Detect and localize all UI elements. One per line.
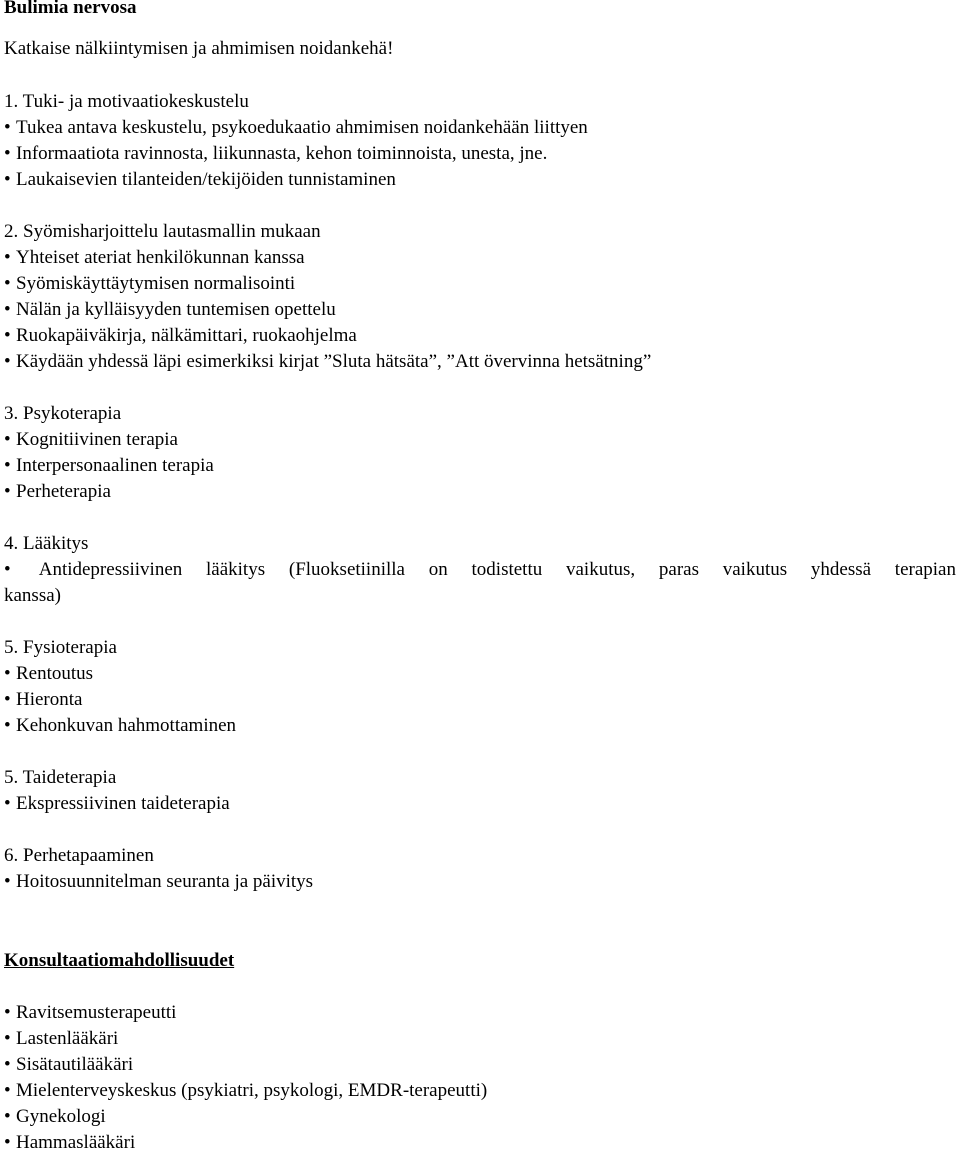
list-item-text: Tukea antava keskustelu, psykoedukaatio ahmimisen noidankehään liittyen	[16, 117, 588, 138]
section-laakitys	[4, 531, 956, 609]
list-item	[4, 1078, 956, 1104]
section-heading: 5. Fysioterapia	[4, 637, 117, 658]
list-item	[4, 479, 956, 505]
list-item-text: Yhteiset ateriat henkilökunnan kanssa	[16, 247, 305, 268]
list-item-text: Ravitsemusterapeutti	[16, 1002, 177, 1023]
bullet-icon: •	[4, 273, 11, 294]
list-item	[4, 141, 956, 167]
list-item	[4, 869, 956, 895]
list-item-text: Interpersonaalinen terapia	[16, 455, 214, 476]
list-item	[4, 1026, 956, 1052]
list-item-text: Kehonkuvan hahmottaminen	[16, 715, 237, 736]
list-item	[4, 271, 956, 297]
list-item	[4, 557, 956, 583]
bullet-icon: •	[4, 1106, 11, 1127]
list-item	[4, 687, 956, 713]
bullet-icon: •	[4, 325, 11, 346]
list-item	[4, 713, 956, 739]
list-item-text: Käydään yhdessä läpi esimerkiksi kirjat ”Sluta hätsäta”, ”Att övervinna hetsätning”	[16, 351, 652, 372]
list-item-text: Gynekologi	[16, 1106, 106, 1127]
consult-list	[4, 1000, 956, 1156]
bullet-icon: •	[4, 1002, 11, 1023]
list-item	[4, 323, 956, 349]
list-item-text: Antidepressiivinen lääkitys (Fluoksetiinilla on todistettu vaikutus, paras vaikutus yhdessä terapian	[38, 559, 956, 580]
consult-heading: Konsultaatiomahdollisuudet	[4, 950, 235, 971]
list-item-text: Syömiskäyttäytymisen normalisointi	[16, 273, 296, 294]
list-item-text: Perheterapia	[16, 481, 111, 502]
section-heading: 5. Taideterapia	[4, 767, 117, 788]
bullet-icon: •	[4, 247, 11, 268]
list-item	[4, 791, 956, 817]
list-item-continuation: kanssa)	[4, 585, 61, 606]
section-heading: 6. Perhetapaaminen	[4, 845, 154, 866]
list-item	[4, 1052, 956, 1078]
list-item-text: Hoitosuunnitelman seuranta ja päivitys	[16, 871, 314, 892]
list-item	[4, 1000, 956, 1026]
list-item-text: Rentoutus	[16, 663, 94, 684]
bullet-icon: •	[4, 1132, 11, 1153]
list-item-text: Nälän ja kylläisyyden tuntemisen opettelu	[16, 299, 336, 320]
bullet-icon: •	[4, 169, 11, 190]
section-tuki	[4, 89, 956, 193]
list-item-text: Lastenlääkäri	[16, 1028, 119, 1049]
bullet-icon: •	[4, 117, 11, 138]
list-item-text: Ekspressiivinen taideterapia	[16, 793, 230, 814]
list-item	[4, 167, 956, 193]
bullet-icon: •	[4, 299, 11, 320]
list-item	[4, 115, 956, 141]
list-item	[4, 245, 956, 271]
section-heading: 1. Tuki- ja motivaatiokeskustelu	[4, 91, 249, 112]
bullet-icon: •	[4, 143, 11, 164]
section-heading: 2. Syömisharjoittelu lautasmallin mukaan	[4, 221, 321, 242]
section-heading: 4. Lääkitys	[4, 533, 89, 554]
list-item-text: Mielenterveyskeskus (psykiatri, psykologi, EMDR-terapeutti)	[16, 1080, 488, 1101]
section-perhetapaaminen	[4, 843, 956, 895]
list-item-text: Ruokapäiväkirja, nälkämittari, ruokaohjelma	[16, 325, 357, 346]
bullet-icon: •	[4, 1054, 11, 1075]
list-item	[4, 349, 956, 375]
bullet-icon: •	[4, 1028, 11, 1049]
document-page	[4, 0, 956, 1156]
bullet-icon: •	[4, 663, 11, 684]
list-item	[4, 297, 956, 323]
bullet-icon: •	[4, 429, 11, 450]
bullet-icon: •	[4, 481, 11, 502]
bullet-icon: •	[4, 871, 11, 892]
bullet-icon: •	[4, 455, 11, 476]
section-syomisharjoittelu	[4, 219, 956, 375]
intro-text: Katkaise nälkiintymisen ja ahmimisen noidankehä!	[4, 38, 394, 59]
section-taideterapia	[4, 765, 956, 817]
section-fysioterapia	[4, 635, 956, 739]
bullet-icon: •	[4, 689, 11, 710]
section-psykoterapia	[4, 401, 956, 505]
document-title: Bulimia nervosa	[4, 0, 137, 18]
list-item-text: Sisätautilääkäri	[16, 1054, 134, 1075]
bullet-icon: •	[4, 351, 11, 372]
bullet-icon: •	[4, 1080, 11, 1101]
list-item-text: Hammaslääkäri	[16, 1132, 136, 1153]
list-item	[4, 453, 956, 479]
list-item	[4, 1104, 956, 1130]
list-item	[4, 661, 956, 687]
list-item-text: Kognitiivinen terapia	[16, 429, 178, 450]
bullet-icon: •	[4, 793, 11, 814]
list-item-text: Laukaisevien tilanteiden/tekijöiden tunnistaminen	[16, 169, 396, 190]
bullet-icon: •	[4, 715, 11, 736]
list-item	[4, 427, 956, 453]
bullet-icon: •	[4, 559, 11, 580]
list-item	[4, 1130, 956, 1156]
list-item-text: Informaatiota ravinnosta, liikunnasta, kehon toiminnoista, unesta, jne.	[16, 143, 548, 164]
section-heading: 3. Psykoterapia	[4, 403, 122, 424]
list-item-text: Hieronta	[16, 689, 83, 710]
